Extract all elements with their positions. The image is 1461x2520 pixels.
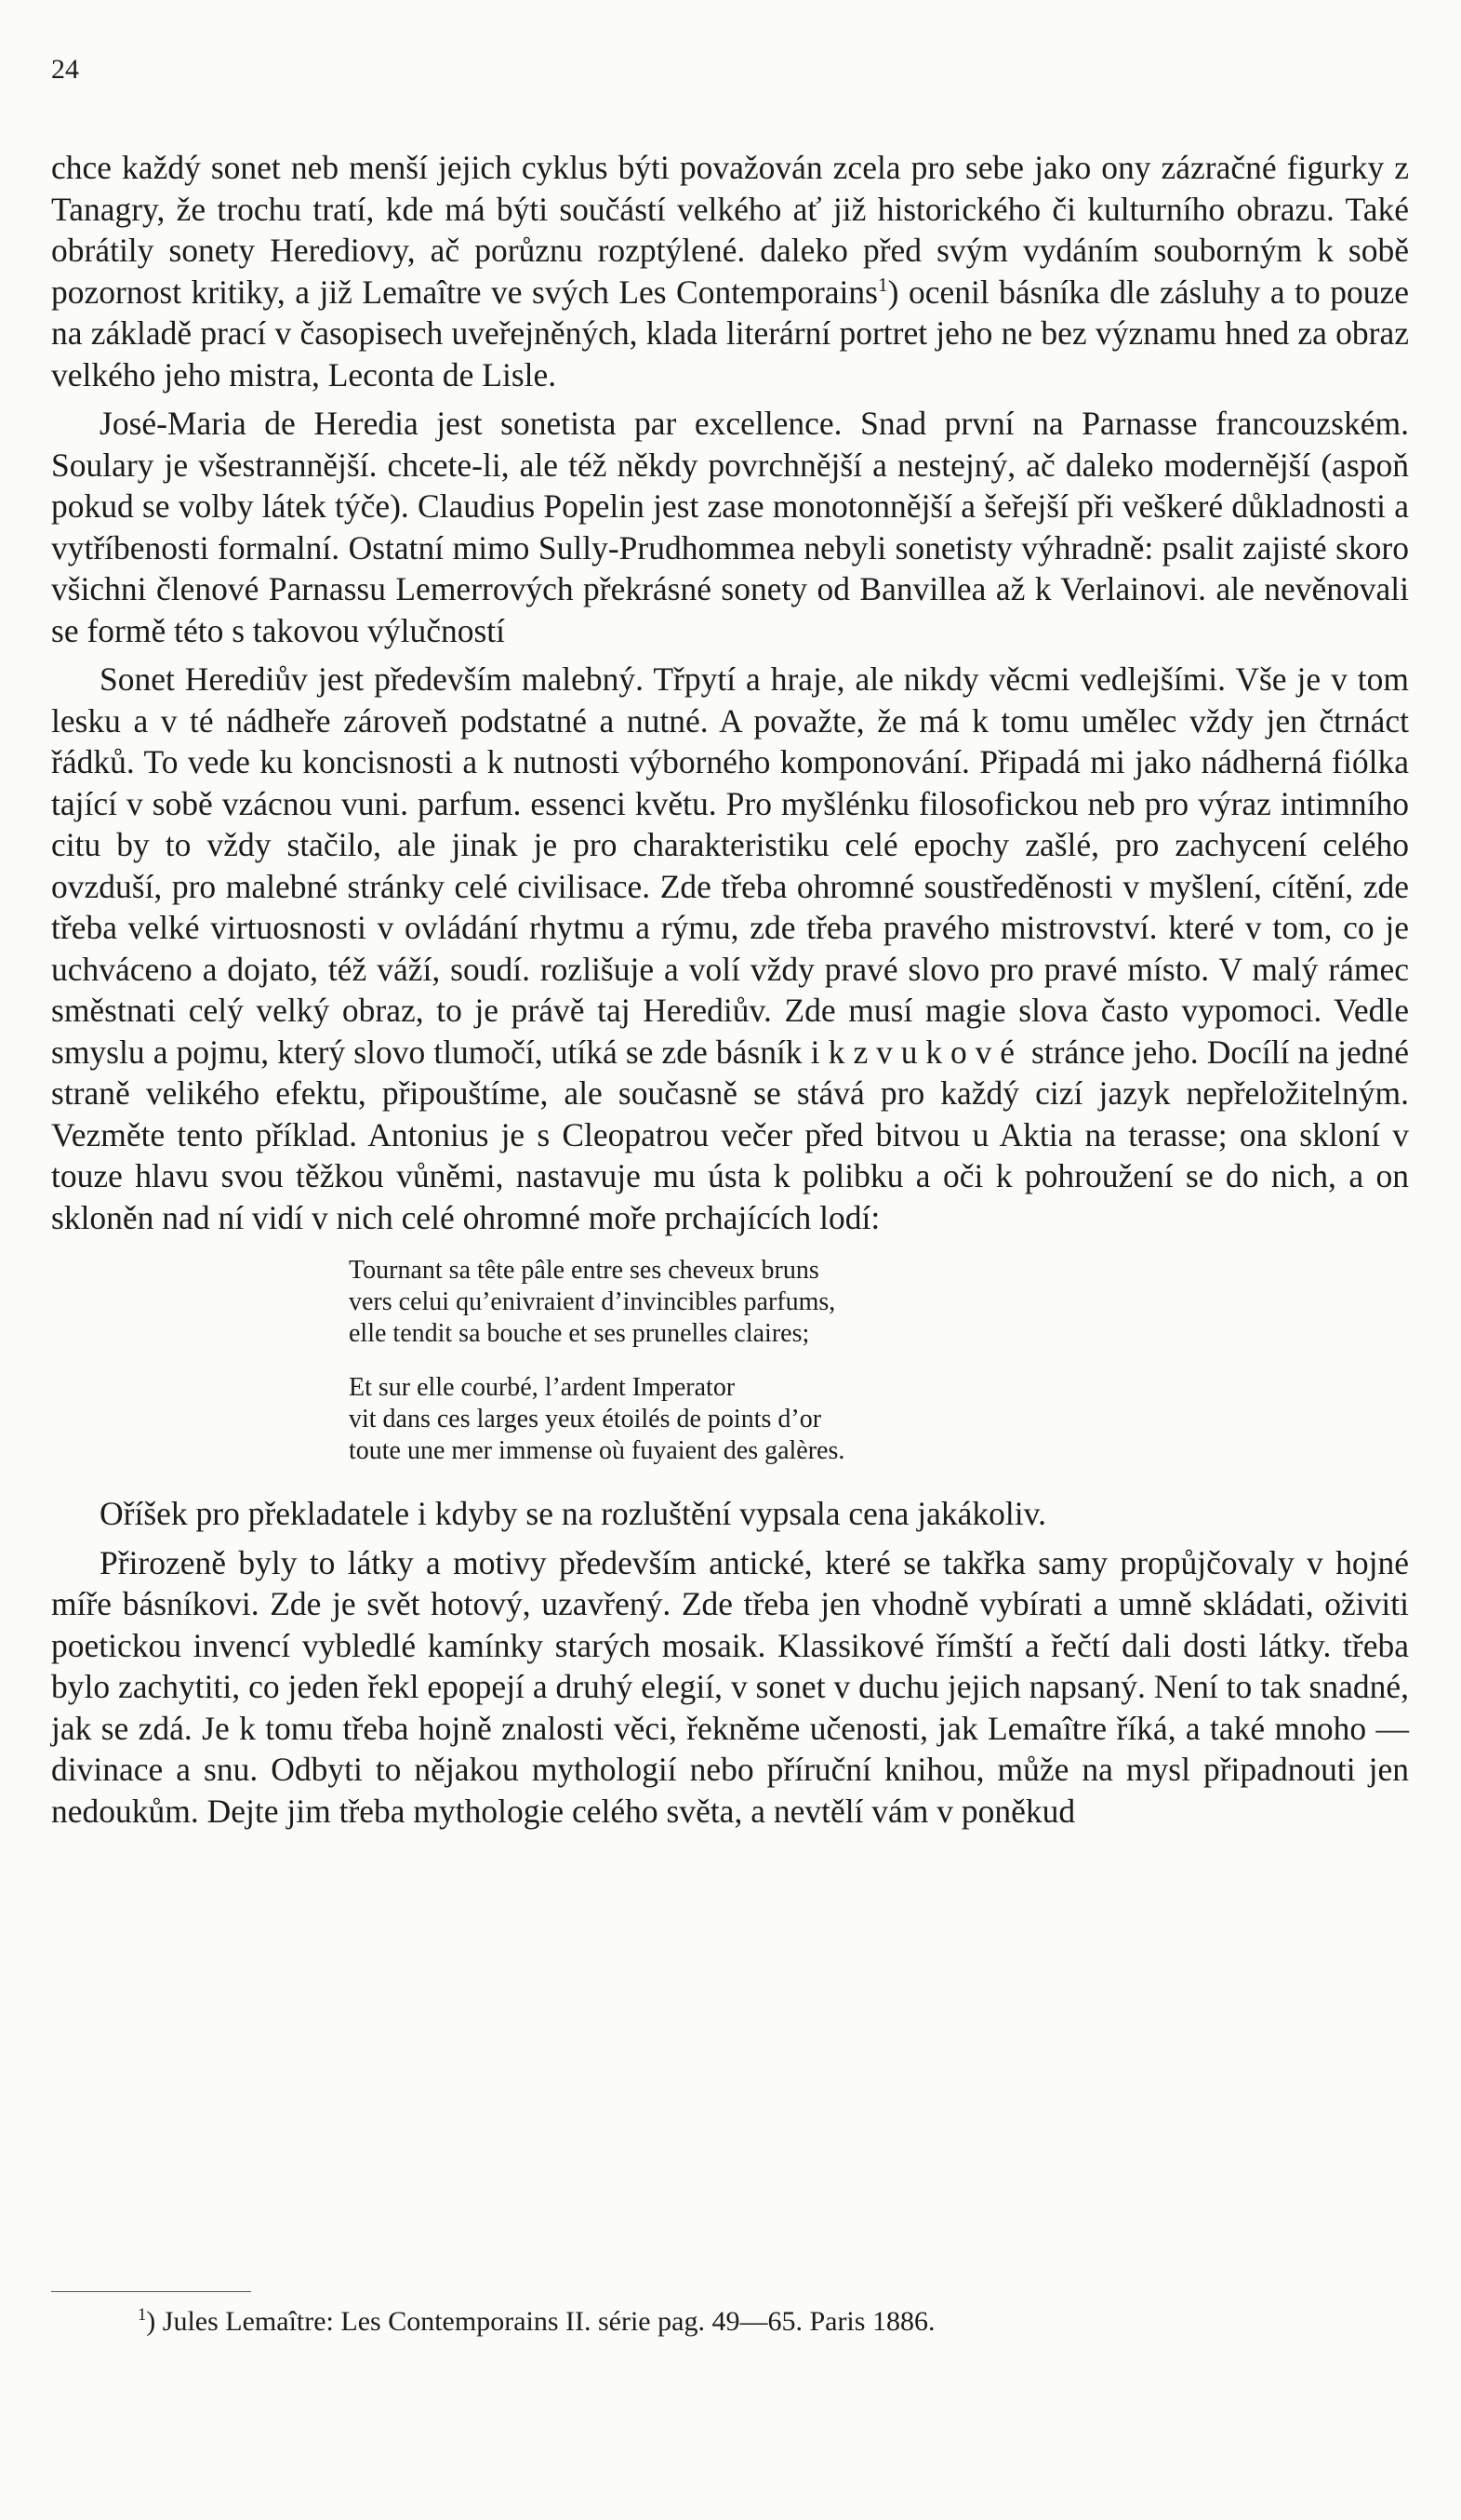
paragraph-text: ) ocenil básníka dle zásluhy a to pouze na základě prací v časopisech uveřejněných, klada literární portret jeho ne bez významu hned za obraz velkého jeho mistra, Leconta de Lisle. bbox=[51, 273, 1409, 393]
paragraph-3 bbox=[51, 659, 1409, 1238]
poem-line: Et sur elle courbé, l’ardent Imperator bbox=[349, 1373, 736, 1402]
poem-stanza bbox=[349, 1255, 1409, 1350]
page-number: 24 bbox=[51, 54, 79, 85]
footnote-reference[interactable]: 1 bbox=[877, 273, 888, 296]
emphasized-word: zvukové bbox=[853, 1033, 1023, 1071]
paragraph-2: José-Maria de Heredia jest sonetista par excellence. Snad první na Parnasse francouzském. Soulary je všestrannější. chcete-li, ale též někdy povrchnější a nestejný, ač daleko modernější (aspoň pokud se volby látek týče). Claudius Popelin jest zase monotonnější a šeřejší při veškeré důkladnosti a vytříbenosti formalní. Ostatní mimo Sully-Prudhommea nebyli sonetisty výhradně: psalit zajisté skoro všichni členové Parnassu Lemerrových překrásné sonety od Banvillea až k Verlainovi. ale nevěnovali se formě této s takovou výlučností bbox=[51, 405, 1409, 649]
footnote-text: ) Jules Lemaître: Les Contemporains II. série pag. 49—65. Paris 1886. bbox=[146, 2306, 936, 2337]
paragraph-5: Přirozeně byly to látky a motivy především antické, které se takřka samy propůjčovaly v hojné míře básníkovi. Zde je svět hotový, uzavřený. Zde třeba jen vhodně vybírati a umně skládati, oživiti poetickou invencí vybledlé kamínky starých mosaik. Klassikové římští a řečtí dali dosti látky. třeba bylo zachytiti, co jeden řekl epopejí a druhý elegií, v sonet v duchu jejich napsaný. Není to tak snadné, jak se zdá. Je k tomu třeba hojně znalosti věci, řekněme učenosti, jak Lemaître říká, a také mnoho — divinace a snu. Odbyti to nějakou mythologií nebo příruční knihou, může na mysl připadnouti jen nedoukům. Dejte jim třeba mythologie celého světa, a nevtělí vám v poněkud bbox=[51, 1543, 1409, 1830]
paragraph-text: Sonet Herediův jest především malebný. Třpytí a hraje, ale nikdy věcmi vedlejšími. Vše je v tom lesku a v té nádheře zároveň podstatné a nutné. A považte, že má k tomu umělec vždy jen čtrnáct řádků. To vede ku koncisnosti a k nutnosti výborného komponování. Připadá mi jako nádherná fiólka tající v sobě vzácnou vuni. parfum. essenci květu. Pro myšlénku filosofickou neb pro výraz intimního citu by to vždy stačilo, ale jinak je pro charakteristiku celé epochy zašlé, pro zachycení celého ovzduší, pro malebné stránky celé civilisace. Zde třeba ohromné soustředěnosti v myšlení, cítění, zde třeba velké virtuosnosti v ovládání rhytmu a rýmu, zde třeba pravého mistrovství. které v tom, co je uchváceno a dojato, též váží, soudí. rozlišuje a volí vždy pravé slovo pro pravé místo. V malý rámec směstnati celý velký obraz, to je právě taj Herediův. Zde musí magie slova často vypomoci. Vedle smyslu a pojmu, který slovo tlumočí, utíká se zde básník i k bbox=[51, 660, 1409, 1071]
paragraph-4: Oříšek pro překladatele i kdyby se na rozluštění vypsala cena jakákoliv. bbox=[100, 1495, 1046, 1532]
body-text bbox=[51, 147, 1409, 1832]
footnote bbox=[138, 2305, 935, 2339]
poem-line: Tournant sa tête pâle entre ses cheveux bruns bbox=[349, 1256, 819, 1285]
poem-line: elle tendit sa bouche et ses prunelles claires; bbox=[349, 1319, 810, 1348]
footnote-divider bbox=[51, 2291, 251, 2292]
paragraph-text: stránce jeho. Docílí na jedné straně velikého efektu, připouštíme, ale současně se stává pro každý cizí jazyk nepřeložitelným. Vezměte tento příklad. Antonius je s Cleopatrou večer před bitvou u Aktia na terasse; ona skloní v touze hlavu svou těžkou vůněmi, nastavuje mu ústa k polibku a oči k pohroužení se do nich, a on skloněn nad ní vidí v nich celé ohromné moře prchajících lodí: bbox=[51, 1033, 1410, 1236]
paragraph-text: chce každý sonet neb menší jejich cyklus býti považován zcela pro sebe jako ony zázračné figurky z Tanagry, že trochu tratí, kde má býti součástí velkého ať již historického či kulturního obrazu. Také obrátily sonety Herediovy, ač porůznu rozptýlené. daleko před svým vydáním souborným k sobě pozornost kritiky, a již Lemaître ve svých Les Contemporains bbox=[51, 149, 1409, 311]
poem-line: vit dans ces larges yeux étoilés de points d’or bbox=[349, 1405, 822, 1433]
poem-line: vers celui qu’enivraient d’invincibles parfums, bbox=[349, 1287, 836, 1316]
poem-stanza bbox=[349, 1372, 1409, 1467]
footnote-mark: 1 bbox=[138, 2305, 147, 2325]
paragraph-1 bbox=[51, 147, 1409, 395]
poem-line: toute une mer immense où fuyaient des galères. bbox=[349, 1436, 845, 1465]
poem-quotation bbox=[349, 1255, 1409, 1467]
